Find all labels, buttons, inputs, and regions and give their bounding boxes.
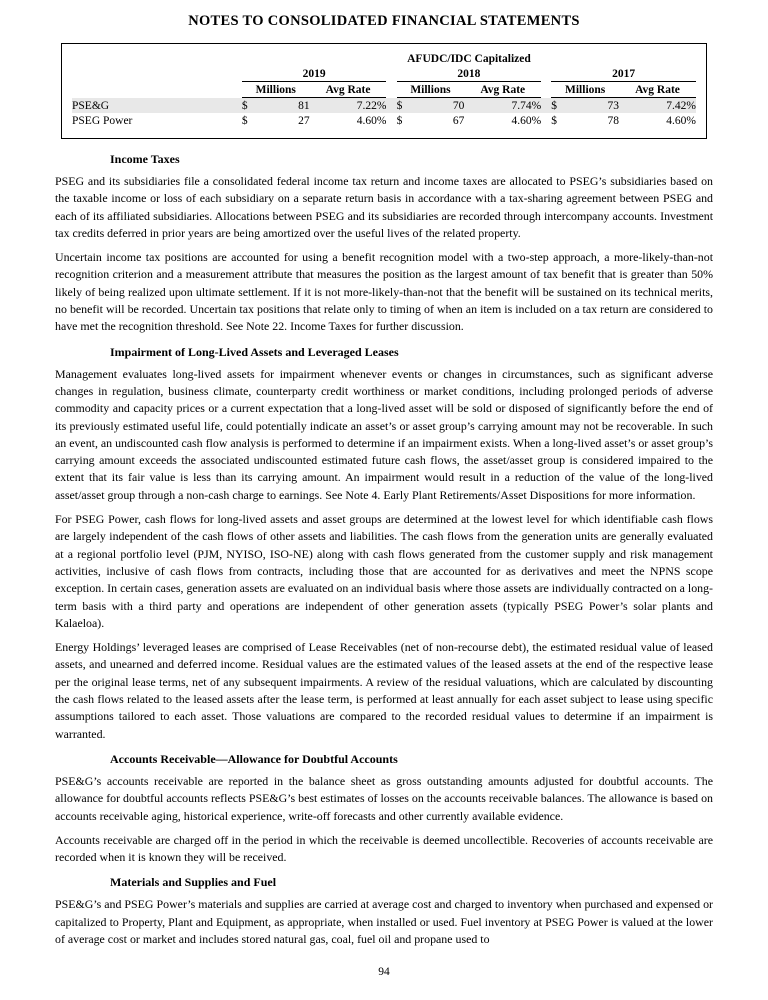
paragraph: Accounts receivable are charged off in the period in which the receivable is deemed uncollectible. Recoveries of accounts receivable are recorded when it is known they will be received. [55, 832, 713, 865]
empty-cell [72, 66, 242, 82]
section-heading: Income Taxes [110, 152, 180, 166]
currency-symbol: $ [397, 98, 412, 114]
avg-rate-value: 7.22% [310, 98, 387, 114]
spacer-cell [386, 66, 396, 82]
row-label: PSEG Power [72, 114, 133, 127]
paragraph: PSEG and its subsidiaries file a consolidated federal income tax return and income taxes are allocated to PSEG’s subsidiaries based on the taxable income or loss of each subsidiary on a separate return basis in accordance with a tax-sharing agreement between PSEG and each of its affiliated subsidiaries. Allocations between PSEG and its subsidiaries are recorded through intercompany accounts. Investment tax credits deferred in prior years are being amortized over the useful lives of the related property. [55, 174, 713, 240]
spacer-cell [541, 113, 551, 128]
spacer-cell [541, 82, 551, 98]
sections [55, 152, 713, 948]
year-header: 2019 [242, 66, 387, 82]
section-heading: Accounts Receivable—Allowance for Doubtful Accounts [110, 751, 398, 766]
currency-symbol: $ [242, 98, 257, 114]
millions-value: 70 [412, 98, 465, 114]
spacer-cell [541, 66, 551, 82]
avg-rate-value: 4.60% [511, 114, 542, 127]
page-title: NOTES TO CONSOLIDATED FINANCIAL STATEMENTS [188, 13, 580, 29]
spacer-cell [541, 98, 551, 114]
spacer-cell [386, 113, 396, 128]
avg-rate-value: 4.60% [356, 114, 387, 127]
section-heading: Impairment of Long-Lived Assets and Leveraged Leases [110, 344, 399, 359]
avg-rate-header: Avg Rate [464, 82, 541, 98]
millions-header: Millions [551, 82, 619, 98]
row-label: PSE&G [72, 98, 242, 114]
spacer-cell [386, 98, 396, 114]
millions-header: Millions [397, 82, 465, 98]
paragraph: PSE&G’s and PSEG Power’s materials and supplies are carried at average cost and charged to inventory when purchased and expensed or capitalized to Property, Plant and Equipment, as appropriate, when installed or used. Fuel inventory at PSEG Power is valued at the lower of average cost or market and includes stored natural gas, coal, fuel oil and propane used to [55, 897, 713, 946]
empty-cell [72, 51, 242, 66]
table-body [72, 98, 696, 129]
currency-symbol: $ [551, 114, 558, 127]
paragraph: Uncertain income tax positions are accounted for using a benefit recognition model with a two-step approach, a more-likely-than-not recognition criterion and a measurement attribute that measures the position as the largest amount of tax benefit that is greater than 50% likely of being realized upon ultimate settlement. If it is not more-likely-than-not that the benefit will be sustained on its technical merits, no benefit will be recorded. Uncertain tax positions that relate only to timing of when an item is included on a tax return are considered to have met the recognition threshold. See Note 22. Income Taxes for further discussion. [55, 250, 713, 334]
currency-symbol: $ [551, 98, 566, 114]
year-header: 2017 [551, 66, 696, 82]
avg-rate-value: 7.74% [464, 98, 541, 114]
paragraph: Management evaluates long-lived assets for impairment whenever events or changes in circumstances, such as significant adverse changes in regulation, business climate, counterparty credit worthiness or market conditions, including prolonged periods of adverse commodity and capacity prices or a current expectation that a long-lived asset will be sold or disposed of significantly before the end of its previously estimated useful life, could potentially indicate an asset’s or asset group’s carrying amount may not be recoverable. In such an event, an undiscounted cash flow analysis is performed to determine if an impairment exists. When a long-lived asset’s or asset group’s carrying amount exceeds the associated undiscounted estimated future cash flows, the asset/asset group is considered impaired to the extent that its fair value is less than its carrying amount. An impairment would result in a reduction of the value of the long-lived asset/asset group through a non-cash charge to earnings. See Note 4. Early Plant Retirements/Asset Dispositions for more information. [55, 366, 713, 502]
paragraph: For PSEG Power, cash flows for long-lived assets and asset groups are determined at the lowest level for which identifiable cash flows are largely independent of the cash flows of other assets and liabilities. The cash flows from the generation units are generally evaluated at a regional portfolio level (PJM, NYISO, ISO-NE) along with cash flows generated from the customer supply and risk management activities, inclusive of cash flows from contracts, including those that are accounted for as derivatives and meet the NPNS scope exception. In certain cases, generation assets are evaluated on an individual basis where those assets are individually contracted on a long-term basis with a third party and operations are independent of other generation assets (typically PSEG Power’s solar plants and Kalaeloa). [55, 512, 713, 630]
avg-rate-value: 4.60% [666, 114, 696, 127]
currency-symbol: $ [396, 114, 403, 127]
empty-cell [72, 82, 242, 98]
millions-value: 27 [298, 114, 310, 127]
table-caption-row [72, 51, 696, 66]
millions-header: Millions [242, 82, 310, 98]
millions-value: 81 [257, 98, 310, 114]
avg-rate-header: Avg Rate [310, 82, 387, 98]
spacer-cell [386, 82, 396, 98]
millions-value: 67 [452, 114, 465, 127]
page-number: 94 [378, 966, 390, 978]
section-heading: Materials and Supplies and Fuel [110, 875, 277, 890]
currency-symbol: $ [241, 114, 248, 127]
table-row [72, 113, 696, 128]
millions-value: 78 [607, 114, 619, 127]
table-subheader-row [72, 82, 696, 98]
table-caption: AFUDC/IDC Capitalized [407, 52, 531, 65]
paragraph: PSE&G’s accounts receivable are reported in the balance sheet as gross outstanding amounts adjusted for doubtful accounts. The allowance for doubtful accounts reflects PSE&G’s best estimates of losses on the accounts receivable balances. The allowance is based on accounts receivable aging, historical experience, write-off forecasts and other currently available evidence. [55, 773, 713, 823]
afudc-table [72, 51, 696, 128]
avg-rate-value: 7.42% [619, 98, 696, 114]
paragraph: Energy Holdings’ leveraged leases are comprised of Lease Receivables (net of non-recourse debt), the estimated residual value of leased assets, and unearned and deferred income. Residual values are the estimated values of the leased assets at the end of the respective lease per the original lease terms, net of any subsequent impairments. A review of the residual valuations, which are calculated by discounting the cash flows related to the leased assets after the lease term, is performed at least annually for each asset subject to lease using specific assumptions tailored to each asset. Those valuations are compared to the recorded residual values to determine if an impairment is warranted. [55, 640, 713, 741]
table-row [72, 98, 696, 114]
year-header: 2018 [397, 66, 542, 82]
afudc-table-container [61, 43, 707, 139]
table-years-row [72, 66, 696, 82]
millions-value: 73 [566, 98, 619, 114]
avg-rate-header: Avg Rate [619, 82, 696, 98]
